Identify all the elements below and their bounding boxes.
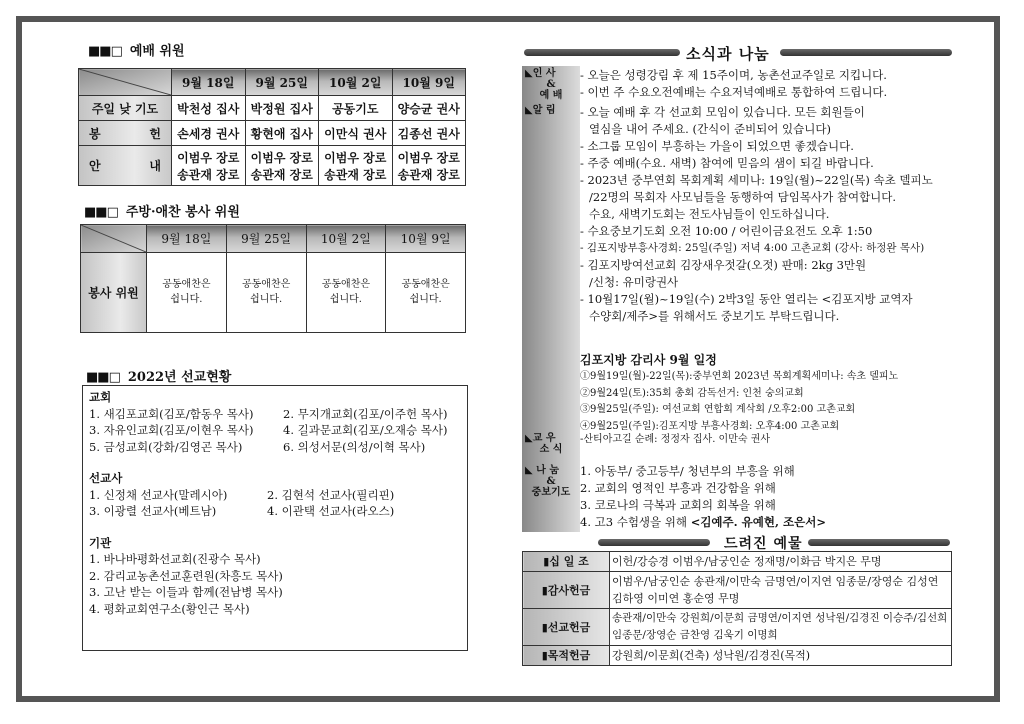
mission-section-title: ■■□ 2022년 선교현황 [86, 370, 232, 385]
date-header: 9월 25일 [226, 225, 306, 253]
label-greeting: ◣인 사 & 예 배 [525, 68, 563, 101]
table-cell: 이범우 장로 송관재 장로 [392, 146, 466, 186]
offering-table [522, 551, 952, 666]
label-notice: ◣알 림 [525, 105, 556, 116]
list-item: - 2023년 중부연회 목회계획 세미나: 19일(월)~22일(목) 속초 델피노 [580, 173, 933, 187]
list-item: 4. 평화교회연구소(황인근 목사) [89, 601, 250, 616]
list-item: 열심을 내어 주세요. (간식이 준비되어 있습니다) [589, 122, 831, 136]
date-header: 10월 2일 [306, 225, 386, 253]
table-cell: 공동애찬은 쉽니다. [147, 253, 227, 333]
offering-names: 이범우/남궁인순 송관재/이만숙 금명연/이지연 임종문/장영순 김성연 김하영 이미연 홍순영 무명 [610, 572, 952, 609]
table-cell: 공동기도 [319, 96, 393, 121]
fellow-news: -산티아고길 순례: 정정자 집사. 이만숙 권사 [580, 434, 771, 445]
section-marker-icon: ■■□ [84, 205, 118, 220]
row-label-prayer: 주일 낮 기도 [79, 96, 172, 121]
list-item: 6. 의성서문(의성/이혁 목사) [283, 439, 426, 454]
date-header: 10월 2일 [319, 69, 393, 96]
title-bar-decoration [808, 539, 950, 546]
date-header: 9월 18일 [172, 69, 246, 96]
schedule-block [580, 352, 898, 435]
table-cell: 황현애 집사 [245, 121, 319, 146]
table-cell: 이범우 장로 송관재 장로 [319, 146, 393, 186]
list-item: ③9월25일(주일): 여선교회 연합회 계삭회 /오후2:00 고촌교회 [580, 404, 856, 415]
date-header: 9월 25일 [245, 69, 319, 96]
offering-names: 이헌/강승경 이범우/남궁인순 정재명/이화금 박지은 무명 [610, 552, 952, 572]
diagonal-header-cell [81, 225, 147, 253]
row-label-offering: 봉 헌 [79, 121, 172, 146]
kitchen-section-title: ■■□ 주방·애찬 봉사 위원 [84, 205, 240, 220]
churches-heading: 교회 [89, 390, 112, 404]
list-item: 2. 김현석 선교사(필리핀) [267, 487, 395, 502]
section-marker-icon: ■■□ [86, 370, 120, 385]
orgs-heading: 기관 [89, 535, 112, 550]
list-item: - 오늘은 성령강림 후 제 15주이며, 농촌선교주일로 지킵니다. [580, 68, 887, 82]
list-item: 수요, 새벽기도회는 전도사님들이 인도하십니다. [589, 207, 830, 221]
date-header: 10월 9일 [392, 69, 466, 96]
title-bar-decoration [598, 539, 710, 546]
diagonal-header-cell [79, 69, 172, 96]
offering-label-mission: ▮선교헌금 [523, 609, 610, 646]
offering-label-tithe: ▮십 일 조 [523, 552, 610, 572]
date-header: 10월 9일 [386, 225, 466, 253]
date-header: 9월 18일 [147, 225, 227, 253]
row-label-service: 봉사 위원 [81, 253, 147, 333]
list-item: 5. 금성교회(강화/김영곤 목사) [89, 439, 243, 454]
offering-title: 드려진 예물 [724, 536, 803, 552]
list-item: 2. 감리교농촌선교훈련원(차흥도 목사) [89, 568, 283, 583]
section-marker-icon: ■■□ [88, 44, 122, 59]
table-cell: 이범우 장로 송관재 장로 [245, 146, 319, 186]
list-item: - 이번 주 수요오전예배는 수요저녁예배로 통합하여 드립니다. [580, 85, 888, 99]
notice-list [580, 104, 950, 325]
label-sharing: ◣ 나 눔 & 중보기도 [525, 465, 571, 498]
list-item: ②9월24일(토):35회 총회 감독선거: 인천 숭의교회 [580, 387, 804, 399]
list-item: 4. 고3 수험생을 위해 <김예주. 유예현, 조은서> [580, 515, 826, 529]
list-item: - 수요중보기도회 오전 10:00 / 어린이금요전도 오후 1:50 [580, 224, 873, 238]
mission-box [82, 385, 468, 651]
row-label-usher: 안 내 [79, 146, 172, 186]
table-cell: 박천성 집사 [172, 96, 246, 121]
list-item: 2. 무지개교회(김포/이주헌 목사) [283, 406, 448, 421]
table-cell: 공동애찬은 쉽니다. [306, 253, 386, 333]
list-item: 1. 신정채 선교사(말레시아) [89, 487, 228, 502]
table-cell: 공동애찬은 쉽니다. [226, 253, 306, 333]
list-item: ④9월25일(주일):김포지방 부흥사경회: 오후4:00 고촌교회 [580, 420, 840, 432]
list-item: - 소그룹 모임이 부흥하는 가을이 되었으면 좋겠습니다. [580, 139, 854, 153]
list-item: 3. 고난 받는 이들과 함께(전남병 목사) [89, 585, 283, 599]
churches-list [89, 406, 461, 456]
table-cell: 손세경 권사 [172, 121, 246, 146]
list-item: 3. 이광렬 선교사(베트남) [89, 504, 217, 518]
table-cell: 김종선 권사 [392, 121, 466, 146]
list-item: - 오늘 예배 후 각 선교회 모임이 있습니다. 모든 회원들이 [580, 105, 865, 119]
list-item: 1. 새김포교회(김포/함동우 목사) [89, 406, 254, 421]
greeting-list [580, 67, 950, 101]
title-bar-decoration [780, 49, 952, 56]
list-item: - 10월17일(월)~19일(수) 2박3일 동안 열리는 <김포지방 교역자 [580, 292, 913, 306]
list-item: 4. 이관택 선교사(라오스) [267, 504, 395, 518]
kitchen-table [80, 224, 466, 333]
offering-label-thanks: ▮감사헌금 [523, 572, 610, 609]
offering-label-purpose: ▮목적헌금 [523, 646, 610, 666]
missionaries-heading: 선교사 [89, 471, 123, 485]
news-title: 소식과 나눔 [686, 45, 770, 63]
table-cell: 이범우 장로 송관재 장로 [172, 146, 246, 186]
prayer-list [580, 463, 950, 531]
list-item: /22명의 목회자 사모님들을 동행하여 담임목사가 참여합니다. [589, 190, 897, 204]
list-item: - 주중 예배(수요. 새벽) 참여에 믿음의 샘이 되길 바랍니다. [580, 156, 874, 170]
list-item: 3. 자유인교회(김포/이현우 목사) [89, 423, 254, 437]
offering-names: 송관재/이만숙 강원희/이문희 금명연/이지연 성낙원/김경진 이승주/김선희 임종문/장영순 금찬영 김욱기 이명희 [610, 609, 952, 646]
list-item: 4. 길과문교회(김포/오재승 목사) [283, 423, 448, 437]
list-item: - 김포지방부흥사경회: 25일(주일) 저녁 4:00 고촌교회 (강사: 하정완 목사) [580, 242, 925, 254]
worship-section-title: ■■□ 예배 위원 [88, 44, 185, 59]
worship-table [78, 68, 466, 186]
schedule-title: 김포지방 감리사 9월 일정 [580, 353, 717, 367]
label-fellow: ◣교 우 소 식 [525, 433, 563, 455]
list-item: 2. 교회의 영적인 부흥과 건강함을 위해 [580, 481, 776, 495]
list-item: /신청: 유미랑권사 [589, 275, 679, 289]
list-item: - 김포지방여선교회 김장새우젓갈(오젓) 판매: 2kg 3만원 [580, 258, 867, 272]
table-cell: 이만식 권사 [319, 121, 393, 146]
missionaries-list [89, 487, 461, 520]
list-item: 1. 아동부/ 중고등부/ 청년부의 부흥을 위해 [580, 464, 795, 478]
list-item: ①9월19일(월)-22일(목):중부연회 2023년 목회계획세미나: 속초 델피노 [580, 371, 899, 382]
table-cell: 양승균 권사 [392, 96, 466, 121]
list-item: 수양회/제주>를 위해서도 중보기도 부탁드립니다. [589, 309, 840, 323]
offering-names: 강원희/이문희(건축) 성낙원/김경진(목적) [610, 646, 952, 666]
title-bar-decoration [524, 49, 680, 56]
table-cell: 박정원 집사 [245, 96, 319, 121]
list-item: 1. 바나바평화선교회(진광수 목사) [89, 552, 261, 566]
list-item: 3. 코로나의 극복과 교회의 회복을 위해 [580, 498, 776, 512]
news-side-column [522, 66, 580, 532]
table-cell: 공동애찬은 쉽니다. [386, 253, 466, 333]
